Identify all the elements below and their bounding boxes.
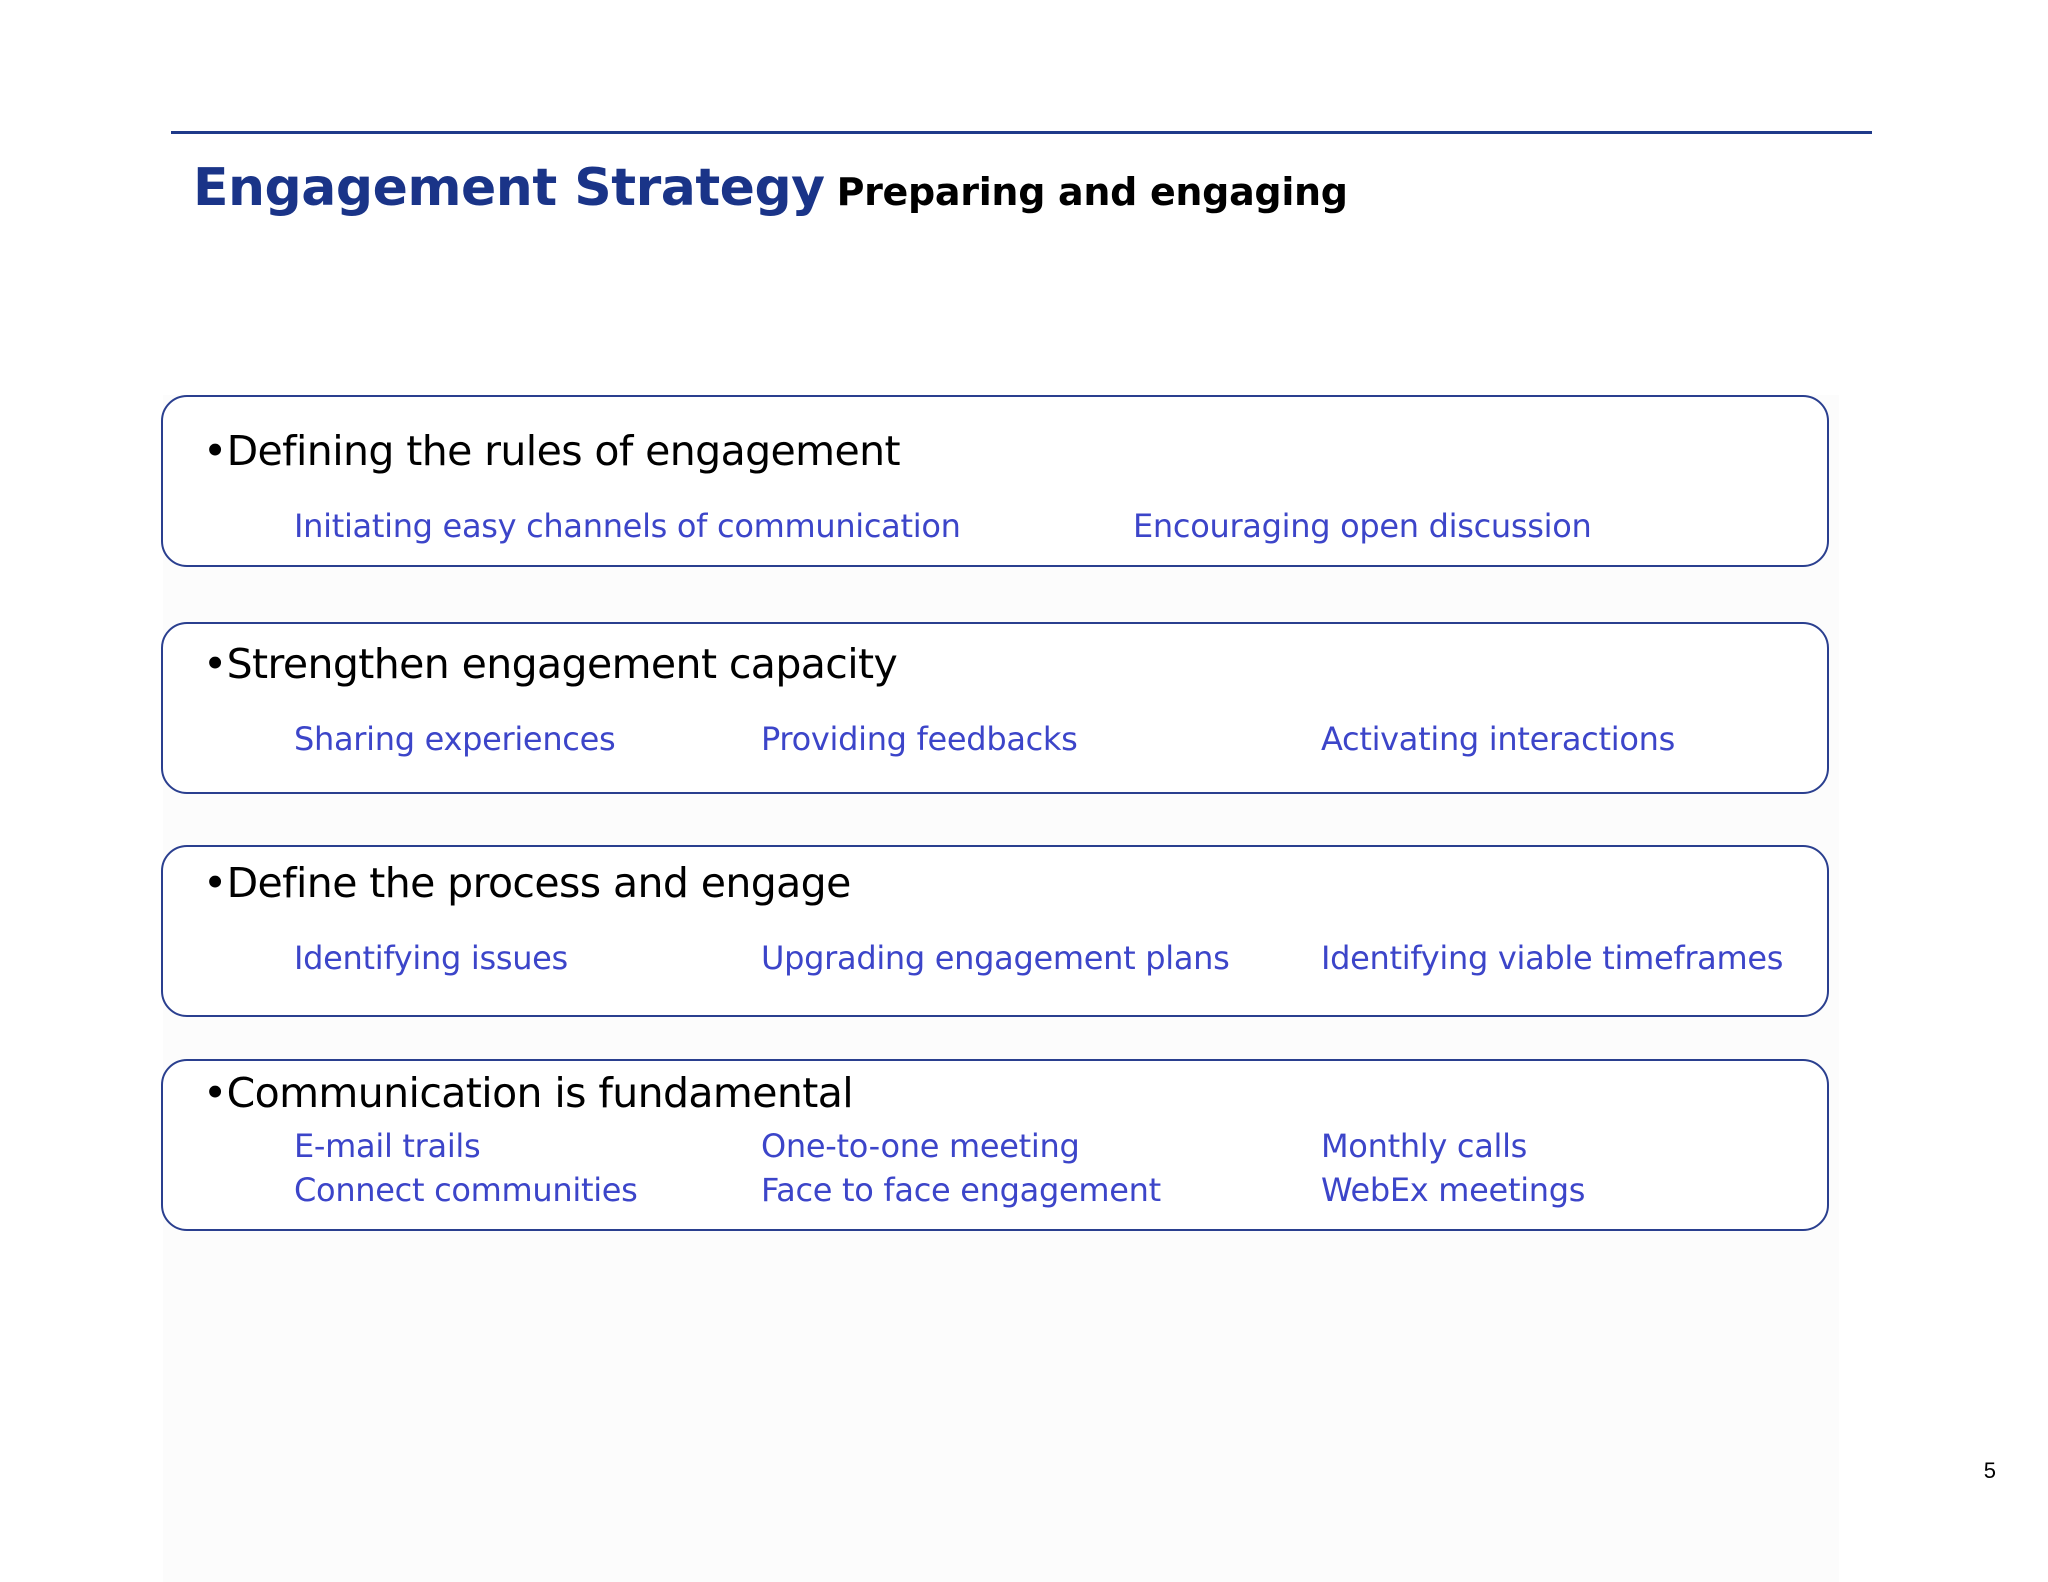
section-item: E-mail trails: [294, 1127, 481, 1165]
section-item: One-to-one meeting: [761, 1127, 1080, 1165]
section-item: Initiating easy channels of communication: [294, 507, 961, 545]
slide-title: Engagement Strategy: [193, 158, 825, 218]
header-rule: [171, 131, 1872, 134]
section-heading: •Define the process and engage: [203, 859, 851, 907]
section-item: Monthly calls: [1321, 1127, 1528, 1165]
section-box-communication: [161, 1059, 1829, 1231]
section-box-engagement-capacity: [161, 622, 1829, 794]
section-box-rules-of-engagement: [161, 395, 1829, 567]
section-box-process-and-engage: [161, 845, 1829, 1017]
title-row: [193, 158, 1348, 218]
section-item: Providing feedbacks: [761, 720, 1078, 758]
slide-subtitle: Preparing and engaging: [836, 170, 1348, 214]
section-item: Activating interactions: [1321, 720, 1675, 758]
section-heading: •Defining the rules of engagement: [203, 427, 900, 475]
section-heading: •Communication is fundamental: [203, 1069, 854, 1117]
section-item: Face to face engagement: [761, 1171, 1161, 1209]
section-heading: •Strengthen engagement capacity: [203, 640, 898, 688]
section-item: Sharing experiences: [294, 720, 616, 758]
section-item: Identifying issues: [294, 939, 568, 977]
section-item: Encouraging open discussion: [1133, 507, 1592, 545]
section-item: WebEx meetings: [1321, 1171, 1586, 1209]
page-number: 5: [1983, 1458, 1996, 1483]
section-item: Identifying viable timeframes: [1321, 939, 1784, 977]
section-item: Connect communities: [294, 1171, 638, 1209]
section-item: Upgrading engagement plans: [761, 939, 1230, 977]
